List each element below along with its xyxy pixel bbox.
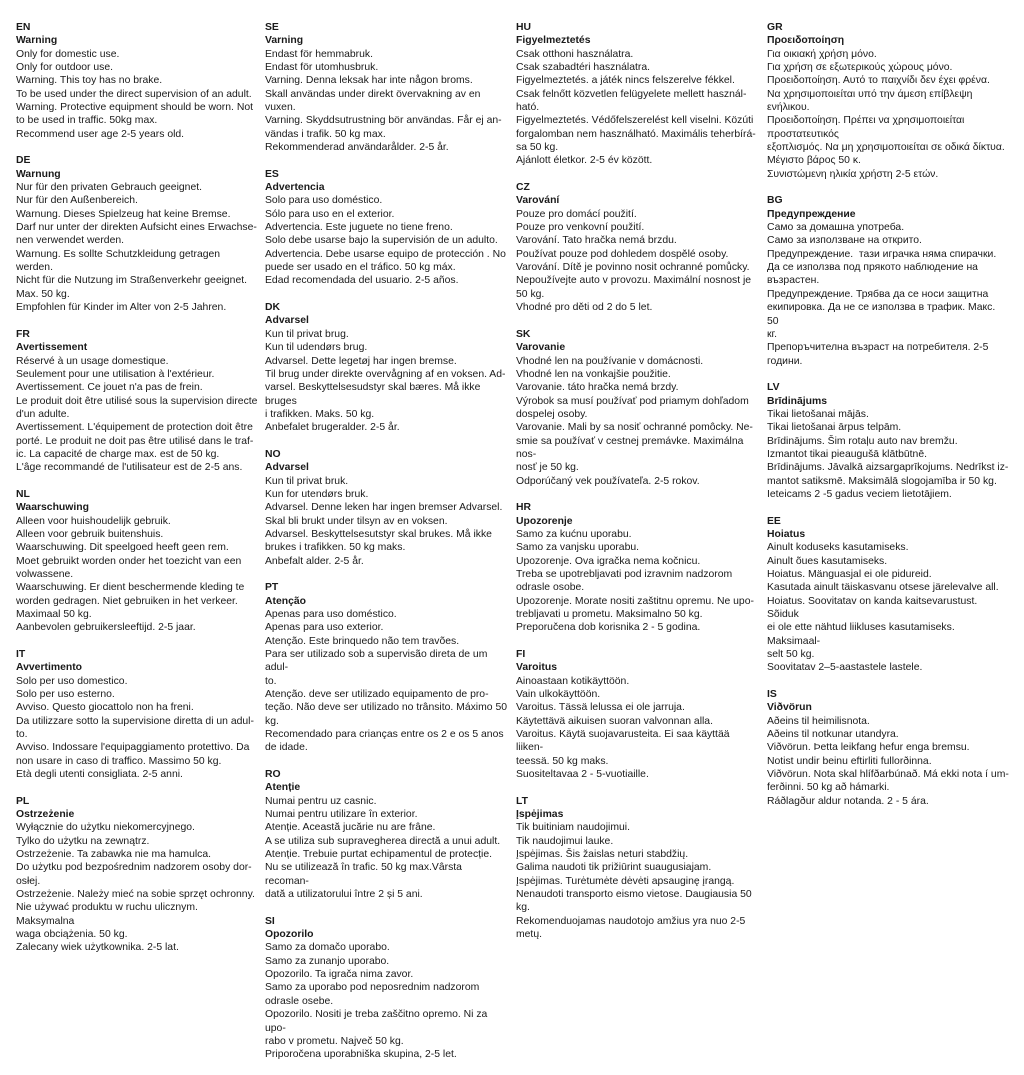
warning-text-line: to. bbox=[265, 675, 277, 687]
warning-text-line: Warning. This toy has no brake. bbox=[16, 75, 163, 87]
warning-section-bg bbox=[767, 194, 1009, 367]
warning-text-line: Nepoužívejte auto v provozu. Maximální nosnost je bbox=[516, 275, 752, 287]
warning-text-line: Rekommenderad användarålder. 2-5 år. bbox=[265, 142, 449, 154]
language-column-3 bbox=[516, 21, 758, 955]
warning-text-line: Kun til udendørs brug. bbox=[265, 342, 368, 354]
warning-text-line: εξοπλισμός. Να μη χρησιμοποιείται σε οδικά δίκτυα. bbox=[767, 142, 1005, 154]
warning-text-line: Varovanie. Mali by sa nosiť ochranné pomôcky. Ne- bbox=[516, 422, 753, 434]
warning-text-line: Réservé à un usage domestique. bbox=[16, 355, 169, 367]
language-code: EN bbox=[16, 22, 31, 33]
warning-text-line: Nie używać produktu w ruchu ulicznym. Maksymalna bbox=[16, 902, 201, 927]
language-code: LT bbox=[516, 795, 528, 807]
warning-title: Ostrzeżenie bbox=[16, 809, 75, 821]
warning-text-line: Nur für den Außenbereich. bbox=[16, 195, 138, 207]
warning-section-si bbox=[265, 915, 507, 1062]
warning-text-line: Avertissement. Ce jouet n'a pas de frein. bbox=[16, 382, 203, 394]
warning-text-line: d'un adulte. bbox=[16, 408, 70, 420]
warning-text-line: kg. bbox=[516, 902, 530, 914]
warning-text-line: Įspėjimas. Šis žaislas neturi stabdžių. bbox=[516, 849, 689, 861]
warning-text-line: Upozorenje. Morate nositi zaštitnu opremu. Ne upo- bbox=[516, 595, 754, 607]
warning-text-line: Používat pouze pod dohledem dospělé osoby. bbox=[516, 248, 729, 260]
warning-text-line: Συνιστώμενη ηλικία χρήστη 2-5 ετών. bbox=[767, 168, 939, 180]
warning-title: Waarschuwing bbox=[16, 502, 89, 514]
warning-section-hu bbox=[516, 21, 758, 168]
warning-text-line: ενήλικου. bbox=[767, 102, 810, 114]
warning-text-line: Tik buitiniam naudojimui. bbox=[516, 822, 630, 834]
warning-text-line: brukes i trafikken. 50 kg maks. bbox=[265, 542, 406, 554]
language-column-4 bbox=[767, 21, 1009, 821]
language-code: DK bbox=[265, 302, 281, 314]
warning-text-line: Advarsel. Denne leken har ingen bremser Advarsel. bbox=[265, 502, 503, 514]
warning-text-line: Anbefalet brugeralder. 2-5 år. bbox=[265, 422, 400, 434]
warning-text-line: Kun til privat bruk. bbox=[265, 475, 349, 487]
warning-text-line: Pouze pro venkovní použití. bbox=[516, 222, 645, 234]
warning-text-line: Vhodné len na vonkajšie použitie. bbox=[516, 368, 671, 380]
warning-text-line: forgalomban nem használható. Maximális teherbírá- bbox=[516, 128, 756, 140]
warning-section-hr bbox=[516, 501, 758, 634]
warning-text-line: екипировка. Да не се използва в трафик. Макс. 50 bbox=[767, 302, 999, 327]
warning-text-line: Csak felnőtt közvetlen felügyelete mellett használ- bbox=[516, 88, 747, 100]
warning-text-line: Csak szabadtéri használatra. bbox=[516, 62, 650, 74]
warning-text-line: Maximaal 50 kg. bbox=[16, 608, 92, 620]
warning-text-line: mantot satiksmē. Maksimālā slogojamība ir 50 kg. bbox=[767, 475, 997, 487]
warning-text-line: Pouze pro domácí použití. bbox=[516, 208, 637, 220]
warning-text-line: L'âge recommandé de l'utilisateur est de 2-5 ans. bbox=[16, 462, 243, 474]
warning-title: Advarsel bbox=[265, 315, 309, 327]
warning-text-line: Aðeins til notkunar utandyra. bbox=[767, 729, 899, 741]
warning-text-line: Empfohlen für Kinder im Alter von 2-5 Jahren. bbox=[16, 302, 227, 314]
warning-section-se bbox=[265, 21, 507, 154]
warning-section-ro bbox=[265, 768, 507, 901]
warning-text-line: Advarsel. Dette legetøj har ingen bremse. bbox=[265, 355, 457, 367]
warning-text-line: Προειδοποίηση. Αυτό το παιχνίδι δεν έχει φρένα. bbox=[767, 75, 990, 87]
warning-text-line: To be used under the direct supervision of an adult. bbox=[16, 88, 252, 100]
warning-text-line: Само за домашна употреба. bbox=[767, 222, 905, 234]
warning-text-line: ható. bbox=[516, 102, 540, 114]
warning-text-line: Solo per uso esterno. bbox=[16, 689, 115, 700]
warning-text-line: Edad recomendada del usuario. 2-5 años. bbox=[265, 275, 459, 287]
warning-text-line: Wyłącznie do użytku niekomercyjnego. bbox=[16, 822, 195, 834]
warning-text-line: Samo za domačo uporabo. bbox=[265, 942, 390, 954]
warning-text-line: Nenaudoti transporto eismo vietose. Daugiausia 50 bbox=[516, 889, 752, 901]
warning-text-line: Alleen voor gebruik buitenshuis. bbox=[16, 528, 164, 540]
warning-text-line: кг. bbox=[767, 328, 777, 340]
warning-section-lv bbox=[767, 381, 1009, 501]
warning-text-line: dată a utilizatorului între 2 și 5 ani. bbox=[265, 889, 423, 901]
warning-title: Advertencia bbox=[265, 182, 325, 194]
warning-title: Varovanie bbox=[516, 342, 566, 354]
warning-text-line: Samo za kućnu uporabu. bbox=[516, 528, 632, 540]
warning-text-line: puede ser usado en el tráfico. 50 kg máx. bbox=[265, 262, 456, 274]
language-column-2 bbox=[265, 21, 507, 1075]
warning-title: Предупреждение bbox=[767, 208, 856, 220]
warning-title: Varoitus bbox=[516, 662, 557, 674]
warning-text-line: Ostrzeżenie. Należy mieć na sobie sprzęt ochronny. bbox=[16, 889, 255, 901]
warning-text-line: Varování. Tato hračka nemá brzdu. bbox=[516, 235, 677, 247]
warning-text-line: Για οικιακή χρήση μόνο. bbox=[767, 48, 877, 60]
warning-text-line: Suositeltavaa 2 - 5-vuotiaille. bbox=[516, 769, 649, 781]
warning-text-line: Csak otthoni használatra. bbox=[516, 48, 634, 60]
warning-text-line: Vhodné pro děti od 2 do 5 let. bbox=[516, 302, 653, 314]
warning-text-line: Aðeins til heimilisnota. bbox=[767, 715, 870, 727]
warning-text-line: i trafikken. Maks. 50 kg. bbox=[265, 408, 375, 420]
warning-text-line: Only for outdoor use. bbox=[16, 62, 114, 74]
warning-text-line: Atenção. deve ser utilizado equipamento de pro- bbox=[265, 689, 489, 700]
warning-title: Brīdinājums bbox=[767, 395, 828, 407]
warning-text-line: odrasle osebe. bbox=[265, 995, 334, 1007]
warning-text-line: Tikai lietošanai ārpus telpām. bbox=[767, 422, 902, 434]
warning-text-line: Til brug under direkte overvågning af en voksen. Ad- bbox=[265, 368, 506, 380]
warning-text-line: worden gedragen. Niet gebruiken in het verkeer. bbox=[16, 595, 238, 607]
warning-text-line: Varování. Dítě je povinno nosit ochranné pomůcky. bbox=[516, 262, 750, 274]
warning-text-line: Numai pentru utilizare în exterior. bbox=[265, 809, 418, 821]
warning-text-line: Предупреждение. Трябва да се носи защитна bbox=[767, 288, 989, 300]
warning-text-line: Advertencia. Este juguete no tiene freno. bbox=[265, 222, 453, 234]
warning-title: Įspėjimas bbox=[516, 809, 564, 821]
warning-text-line: Ainult õues kasutamiseks. bbox=[767, 555, 888, 567]
warning-text-line: Only for domestic use. bbox=[16, 48, 120, 60]
warning-text-line: Odporúčaný vek používateľa. 2-5 rokov. bbox=[516, 475, 700, 487]
warning-text-line: de idade. bbox=[265, 742, 308, 754]
warning-text-line: osłej. bbox=[16, 875, 41, 887]
warning-title: Warnung bbox=[16, 168, 61, 180]
warning-text-line: ferðinni. 50 kg að hámarki. bbox=[767, 782, 890, 794]
warning-section-pl bbox=[16, 795, 258, 955]
warning-section-lt bbox=[516, 795, 758, 942]
warning-text-line: Viðvörun. Nota skal hlífðarbúnað. Má ekki nota í um- bbox=[767, 769, 1009, 781]
warning-text-line: Ráðlagður aldur notanda. 2 - 5 ára. bbox=[767, 795, 929, 807]
warning-section-de bbox=[16, 154, 258, 314]
warning-text-line: waga obciążenia. 50 kg. bbox=[16, 929, 128, 941]
warning-text-line: Le produit doit être utilisé sous la supervision directe bbox=[16, 395, 258, 407]
warning-text-line: Avviso. Indossare l'equipaggiamento protettivo. Da bbox=[16, 742, 250, 754]
warning-text-line: Sólo para uso en el exterior. bbox=[265, 208, 395, 220]
warning-text-line: Avviso. Questo giocattolo non ha freni. bbox=[16, 702, 194, 714]
warning-text-line: Warning. Protective equipment should be worn. Not bbox=[16, 102, 253, 114]
warning-title: Figyelmeztetés bbox=[516, 35, 591, 47]
warning-text-line: volwassene. bbox=[16, 568, 74, 580]
warning-text-line: ei ole ette nähtud liikluses kasutamiseks. Maksimaal- bbox=[767, 622, 958, 647]
warning-text-line: smie sa používať v cestnej premávke. Maximálna nos- bbox=[516, 435, 747, 460]
warning-text-line: Rekomenduojamas naudotojo amžius yra nuo 2-5 bbox=[516, 915, 746, 927]
warning-text-line: Da utilizzare sotto la supervisione diretta di un adul- bbox=[16, 715, 254, 727]
warning-section-fr bbox=[16, 328, 258, 475]
warning-text-line: възрастен. bbox=[767, 275, 820, 287]
warning-text-line: Soovitatav 2–5-aastastele lastele. bbox=[767, 662, 923, 674]
warning-section-ee bbox=[767, 515, 1009, 675]
warning-text-line: Avertissement. L'équipement de protection doit être bbox=[16, 422, 253, 434]
warning-text-line: προστατευτικός bbox=[767, 128, 839, 140]
warning-text-line: Varoitus. Tässä lelussa ei ole jarruja. bbox=[516, 702, 685, 714]
language-code: HR bbox=[516, 502, 532, 514]
warning-text-line: Vhodné len na používanie v domácnosti. bbox=[516, 355, 704, 367]
warning-text-line: Seulement pour une utilisation à l'extérieur. bbox=[16, 368, 215, 380]
warning-section-fi bbox=[516, 648, 758, 781]
warning-text-line: odrasle osobe. bbox=[516, 582, 585, 594]
warning-text-line: Tikai lietošanai mājās. bbox=[767, 408, 869, 420]
warning-section-pt bbox=[265, 581, 507, 754]
warning-text-line: Hoiatus. Mänguasjal ei ole pidureid. bbox=[767, 568, 932, 580]
warning-text-line: sa 50 kg. bbox=[516, 142, 559, 154]
warning-text-line: Advarsel. Beskyttelsesutstyr skal brukes. Må ikke bbox=[265, 528, 492, 540]
language-code: FR bbox=[16, 328, 30, 340]
warning-title: Hoiatus bbox=[767, 528, 806, 540]
warning-text-line: Samo za zunanjo uporabo. bbox=[265, 955, 390, 967]
warning-text-line: to. bbox=[16, 729, 28, 741]
warning-section-dk bbox=[265, 301, 507, 434]
warning-text-line: години. bbox=[767, 355, 803, 367]
warning-text-line: Recommend user age 2-5 years old. bbox=[16, 128, 185, 140]
warning-text-line: Do użytku pod bezpośrednim nadzorem osoby dor- bbox=[16, 862, 252, 874]
warning-text-line: Varning. Skyddsutrustning bör användas. Får ej an- bbox=[265, 115, 502, 127]
warning-text-line: Opozorilo. Ta igrača nima zavor. bbox=[265, 969, 414, 981]
warning-text-line: Препоръчителна възраст на потребителя. 2-5 bbox=[767, 342, 989, 354]
warning-text-line: Да се използва под прякото наблюдение на bbox=[767, 262, 978, 274]
language-code: BG bbox=[767, 195, 783, 207]
warning-text-line: Endast för hemmabruk. bbox=[265, 48, 373, 60]
warning-text-line: Aanbevolen gebruikersleeftijd. 2-5 jaar. bbox=[16, 622, 196, 634]
warning-text-line: Advertencia. Debe usarse equipo de protección . No bbox=[265, 248, 506, 260]
warning-text-line: Skall användas under direkt övervakning av en vuxen. bbox=[265, 88, 484, 114]
warning-text-line: Età degli utenti consigliata. 2-5 anni. bbox=[16, 769, 183, 781]
warning-text-line: Endast för utomhusbruk. bbox=[265, 62, 379, 74]
warning-title: Advarsel bbox=[265, 462, 309, 474]
language-code: RO bbox=[265, 769, 281, 781]
warning-text-line: Για χρήση σε εξωτερικούς χώρους μόνο. bbox=[767, 62, 953, 74]
warning-text-line: Προειδοποίηση. Πρέπει να χρησιμοποιείται bbox=[767, 115, 965, 127]
warning-text-line: Max. 50 kg. bbox=[16, 288, 70, 300]
language-code: PL bbox=[16, 795, 30, 807]
warning-text-line: Solo para uso doméstico. bbox=[265, 195, 383, 207]
warning-text-line: Waarschuwing. Er dient beschermende kleding te bbox=[16, 582, 245, 594]
warning-title: Προειδοποίηση bbox=[767, 35, 845, 47]
warning-text-line: Apenas para uso exterior. bbox=[265, 622, 384, 634]
warning-title: Viðvörun bbox=[767, 702, 812, 714]
warning-text-line: Nicht für die Nutzung im Straßenverkehr geeignet. bbox=[16, 275, 248, 287]
warning-text-line: Vain ulkokäyttöön. bbox=[516, 689, 601, 700]
warning-text-line: Ajánlott életkor. 2-5 év között. bbox=[516, 155, 653, 167]
language-code: ES bbox=[265, 168, 279, 180]
warning-text-line: Izmantot tikai pieaugušā klātbūtnē. bbox=[767, 448, 927, 460]
warning-text-line: Warnung. Es sollte Schutzkleidung getragen werden. bbox=[16, 248, 223, 274]
warning-text-line: Kun for utendørs bruk. bbox=[265, 488, 369, 500]
language-code: NO bbox=[265, 448, 281, 460]
warning-text-line: Figyelmeztetés. Védőfelszerelést kell viselni. Közúti bbox=[516, 115, 754, 127]
warning-text-line: metų. bbox=[516, 929, 542, 941]
warning-text-line: Notist undir beinu eftirliti fullorðinna. bbox=[767, 755, 932, 767]
warning-text-line: Anbefalt alder. 2-5 år. bbox=[265, 555, 364, 567]
warning-text-line: kg. bbox=[265, 715, 279, 727]
warning-title: Warning bbox=[16, 35, 58, 47]
warning-text-line: Galima naudoti tik prižiūrint suaugusiajam. bbox=[516, 862, 712, 874]
language-code: SI bbox=[265, 915, 275, 927]
warning-text-line: Alleen voor huishoudelijk gebruik. bbox=[16, 515, 171, 527]
language-code: FI bbox=[516, 648, 526, 660]
warning-text-line: Nur für den privaten Gebrauch geeignet. bbox=[16, 182, 202, 194]
warning-text-line: Atenție. Trebuie purtat echipamentul de protecție. bbox=[265, 849, 493, 861]
warning-text-line: selt 50 kg. bbox=[767, 649, 815, 661]
language-code: EE bbox=[767, 515, 781, 527]
warning-text-line: Preporučena dob korisnika 2 - 5 godina. bbox=[516, 622, 701, 634]
warning-text-line: Įspėjimas. Turėtumėte dėvėti apsauginę įrangą. bbox=[516, 875, 735, 887]
warning-text-line: Tik naudojimui lauke. bbox=[516, 835, 614, 847]
warning-text-line: Ieteicams 2 -5 gadus veciem lietotājiem. bbox=[767, 488, 952, 500]
warning-text-line: Tylko do użytku na zewnątrz. bbox=[16, 835, 150, 847]
language-code: IT bbox=[16, 648, 26, 660]
warning-text-line: vändas i trafik. 50 kg max. bbox=[265, 128, 386, 140]
warning-text-line: Μέγιστο βάρος 50 κ. bbox=[767, 155, 861, 167]
warning-text-line: Skal bli brukt under tilsyn av en voksen. bbox=[265, 515, 448, 527]
warning-text-line: ic. La capacité de charge max. est de 50 kg. bbox=[16, 448, 220, 460]
warning-section-es bbox=[265, 168, 507, 288]
warning-text-line: Atenção. Este brinquedo não tem travões. bbox=[265, 635, 460, 647]
warning-text-line: Solo per uso domestico. bbox=[16, 675, 128, 687]
warning-text-line: Nu se utilizează în trafic. 50 kg max.Vârsta recoman- bbox=[265, 862, 465, 887]
warning-text-line: Ainoastaan kotikäyttöön. bbox=[516, 675, 630, 687]
warning-text-line: Numai pentru uz casnic. bbox=[265, 795, 377, 807]
warning-text-line: nen verwendet werden. bbox=[16, 235, 125, 247]
language-code: PT bbox=[265, 582, 279, 594]
warning-text-line: Να χρησιμοποιείται υπό την άμεση επίβλεψη bbox=[767, 88, 973, 100]
warning-title: Avertissement bbox=[16, 342, 88, 354]
warning-text-line: Varoitus. Käytä suojavarusteita. Ei saa käyttää liiken- bbox=[516, 729, 733, 754]
warning-text-line: nosť je 50 kg. bbox=[516, 462, 579, 474]
warning-title: Varning bbox=[265, 35, 304, 47]
language-code: CZ bbox=[516, 182, 530, 194]
warning-text-line: non usare in caso di traffico. Massimo 50 kg. bbox=[16, 755, 222, 767]
warning-text-line: Atenție. Această jucărie nu are frâne. bbox=[265, 822, 436, 834]
warning-text-line: Samo za vanjsku uporabu. bbox=[516, 542, 640, 554]
warning-section-cz bbox=[516, 181, 758, 314]
warning-section-en bbox=[16, 21, 258, 141]
warning-title: Atenție bbox=[265, 782, 301, 794]
language-code: GR bbox=[767, 22, 783, 33]
warning-text-line: Solo debe usarse bajo la supervisión de un adulto. bbox=[265, 235, 498, 247]
warning-text-line: 50 kg. bbox=[516, 288, 545, 300]
warning-text-line: Moet gebruikt worden onder het toezicht van een bbox=[16, 555, 242, 567]
language-code: SE bbox=[265, 22, 279, 33]
warning-text-line: Apenas para uso doméstico. bbox=[265, 608, 397, 620]
warning-text-line: Brīdinājums. Šim rotaļu auto nav bremžu. bbox=[767, 435, 958, 447]
warning-text-line: teção. Não deve ser utilizado no trânsito. Máximo 50 bbox=[265, 702, 507, 714]
warning-section-nl bbox=[16, 488, 258, 635]
language-column-1 bbox=[16, 21, 258, 968]
warning-text-line: rabo v prometu. Največ 50 kg. bbox=[265, 1035, 404, 1047]
warning-text-line: teessä. 50 kg maks. bbox=[516, 755, 609, 767]
warning-text-line: Kun til privat brug. bbox=[265, 328, 349, 340]
language-code: LV bbox=[767, 382, 780, 394]
warning-title: Varování bbox=[516, 195, 560, 207]
warning-section-is bbox=[767, 688, 1009, 808]
language-code: SK bbox=[516, 328, 531, 340]
warning-text-line: Kasutada ainult täiskasvanu otsese järelevalve all. bbox=[767, 582, 999, 594]
warning-section-no bbox=[265, 448, 507, 568]
warning-text-line: Upozorenje. Ova igračka nema kočnicu. bbox=[516, 555, 701, 567]
warning-text-line: Varovanie. táto hračka nemá brzdy. bbox=[516, 382, 679, 394]
warning-text-line: Treba se upotrebljavati pod izravnim nadzorom bbox=[516, 568, 733, 580]
warning-text-line: Výrobok sa musí používať pod priamym dohľadom bbox=[516, 395, 749, 407]
warning-text-line: Ostrzeżenie. Ta zabawka nie ma hamulca. bbox=[16, 849, 212, 861]
warning-text-line: Предупреждение. тази играчка няма спирачки. bbox=[767, 248, 997, 260]
warning-text-line: Viðvörun. Þetta leikfang hefur enga bremsu. bbox=[767, 742, 970, 754]
warning-text-line: to be used in traffic. 50kg max. bbox=[16, 115, 158, 127]
language-code: HU bbox=[516, 22, 532, 33]
warning-title: Avvertimento bbox=[16, 662, 83, 674]
warning-text-line: Darf nur unter der direkten Aufsicht eines Erwachse- bbox=[16, 222, 257, 234]
warning-section-it bbox=[16, 648, 258, 781]
warning-text-line: Recomendado para crianças entre os 2 e os 5 anos bbox=[265, 729, 504, 741]
warning-title: Opozorilo bbox=[265, 929, 314, 941]
warning-text-line: A se utiliza sub supravegherea directă a unui adult. bbox=[265, 835, 501, 847]
warning-text-line: Käytettävä aikuisen suoran valvonnan alla. bbox=[516, 715, 713, 727]
warning-text-line: Ainult koduseks kasutamiseks. bbox=[767, 542, 909, 554]
warning-text-line: Samo za uporabo pod neposrednim nadzorom bbox=[265, 982, 480, 994]
warning-text-line: Waarschuwing. Dit speelgoed heeft geen rem. bbox=[16, 542, 229, 554]
warning-text-line: varsel. Beskyttelsesudstyr skal bæres. Må ikke bruges bbox=[265, 382, 484, 407]
language-code: NL bbox=[16, 488, 30, 500]
warning-text-line: porté. Le produit ne doit pas être utilisé dans le traf- bbox=[16, 435, 254, 447]
language-code: IS bbox=[767, 689, 777, 700]
warning-text-line: Para ser utilizado sob a supervisão direta de um adul- bbox=[265, 648, 491, 674]
warning-text-line: Само за използване на открито. bbox=[767, 235, 922, 247]
warning-text-line: Warnung. Dieses Spielzeug hat keine Bremse. bbox=[16, 208, 231, 220]
warning-section-sk bbox=[516, 328, 758, 488]
warning-text-line: dospelej osoby. bbox=[516, 408, 588, 420]
warning-text-line: Opozorilo. Nositi je treba zaščitno opremo. Ni za upo- bbox=[265, 1009, 491, 1034]
warning-title: Upozorenje bbox=[516, 515, 573, 527]
warning-text-line: Hoiatus. Soovitatav on kanda kaitsevarustust. Sõiduk bbox=[767, 595, 981, 620]
warning-text-line: Brīdinājums. Jāvalkā aizsargaprīkojums. Nedrīkst iz- bbox=[767, 462, 1009, 474]
warning-text-line: Varning. Denna leksak har inte någon broms. bbox=[265, 75, 473, 87]
warning-text-line: Figyelmeztetés. a játék nincs felszerelve fékkel. bbox=[516, 75, 735, 87]
warning-text-line: Priporočena uporabniška skupina, 2-5 let. bbox=[265, 1049, 457, 1061]
warning-text-line: Zalecany wiek użytkownika. 2-5 lat. bbox=[16, 942, 179, 954]
language-code: DE bbox=[16, 155, 31, 167]
warning-title: Atenção bbox=[265, 595, 306, 607]
warning-text-line: trebljavati u prometu. Maksimalno 50 kg. bbox=[516, 608, 703, 620]
warning-section-gr bbox=[767, 21, 1009, 181]
